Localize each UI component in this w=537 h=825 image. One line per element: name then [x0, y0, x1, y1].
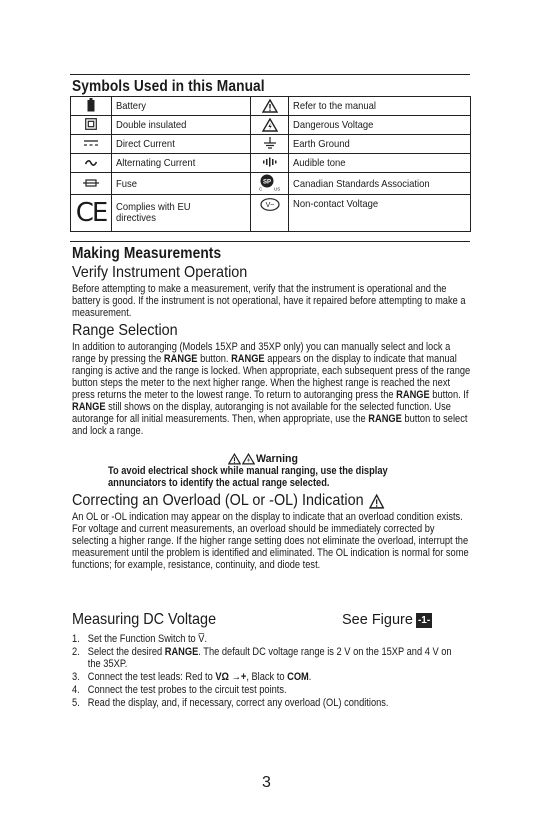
overload-text: An OL or -OL indication may appear on the display to indicate that an overload condition exists. For voltage and current measurements, an overload should be immediately corrected by selecting a higher range. If the higher range setting does not eliminate the overload, interrupt the measurement until the problem is identified and eliminated. The OL indication is normal for some functions; for example, resistance, continuity, and diode test. [72, 511, 469, 571]
warning-heading [228, 453, 298, 465]
list-item: 2. Select the desired RANGE. The default DC voltage range is 2 V on the 15XP and 4 V on the 35XP. [72, 646, 452, 670]
making-measurements-title: Making Measurements [72, 245, 222, 262]
symbol-label: Battery [116, 100, 146, 112]
battery-icon [71, 97, 112, 116]
alternating-current-icon [71, 154, 112, 173]
svg-text:SP: SP [262, 179, 271, 186]
symbol-row [71, 154, 471, 173]
range-text: In addition to autoranging (Models 15XP and 35XP only) you can manually select and lock a range by pressing the RANGE button. RANGE appears on the display to indicate that manual ranging is active and the range is locked. When appropriate, each subsequent press of the range button steps the meter to the next higher range. When the highest range is reached the next press returns the meter to the lowest range. To return to autoranging press the RANGE button. If RANGE still shows on the display, autoranging is not available for the selected function. Use autorange for all initial measurements. Then, when appropriate, use the RANGE button to select and lock a range. [72, 341, 471, 437]
symbol-label: Earth Ground [293, 138, 350, 150]
symbol-label: Canadian Standards Association [293, 177, 430, 190]
symbol-label: Complies with EU directives [116, 201, 191, 224]
high-voltage-triangle-icon [251, 116, 289, 135]
dc-voltage-steps [72, 633, 467, 710]
caution-triangle-icon [369, 494, 384, 509]
see-figure-ref [342, 612, 432, 628]
high-voltage-triangle-icon [242, 453, 255, 465]
symbol-label: Non-contact Voltage [293, 198, 379, 210]
non-contact-voltage-icon [251, 195, 289, 232]
symbol-label: Alternating Current [116, 157, 196, 169]
symbol-label: Fuse [116, 177, 138, 190]
symbols-table [70, 96, 471, 232]
ce-mark-icon: CE [71, 195, 112, 232]
symbols-title: Symbols Used in this Manual [72, 78, 265, 95]
list-item: 5. Read the display, and, if necessary, correct any overload (OL) conditions. [72, 697, 389, 709]
symbol-label: Dangerous Voltage [293, 119, 374, 131]
list-item: 4. Connect the test probes to the circuit test points. [72, 684, 287, 696]
symbol-row [71, 173, 471, 195]
caution-triangle-icon [228, 453, 241, 465]
page-number: 3 [262, 774, 271, 791]
symbol-label: Direct Current [116, 138, 175, 150]
dc-voltage-title: Measuring DC Voltage [72, 611, 217, 628]
list-item: 3. Connect the test leads: Red to VΩ →+, Black to COM. [72, 671, 312, 683]
fuse-icon [71, 173, 112, 195]
double-insulated-icon [71, 116, 112, 135]
symbol-row [71, 97, 471, 116]
caution-triangle-icon [251, 97, 289, 116]
svg-text:C: C [258, 186, 262, 191]
warning-text: To avoid electrical shock while manual ranging, use the display annunciators to identify the actual range selected. [108, 465, 388, 489]
symbol-row [71, 135, 471, 154]
section-rule [70, 241, 470, 242]
symbol-label: Refer to the manual [293, 100, 376, 112]
symbol-label: Double insulated [116, 119, 187, 131]
symbol-row [71, 195, 471, 232]
direct-current-icon [71, 135, 112, 154]
figure-number-badge: -1- [417, 614, 431, 626]
symbol-label: Audible tone [293, 157, 346, 169]
csa-mark-icon [251, 173, 289, 195]
svg-text:V~: V~ [265, 202, 274, 209]
audible-tone-icon [251, 154, 289, 173]
overload-title-row [72, 492, 384, 510]
svg-text:US: US [273, 186, 280, 191]
overload-title: Correcting an Overload (OL or -OL) Indication [72, 492, 364, 509]
verify-text: Before attempting to make a measurement, verify that the instrument is operational and the battery is good. If the instrument is not operational, have it repaired before attempting to make a measurement. [72, 283, 466, 319]
range-title: Range Selection [72, 322, 178, 339]
list-item: 1. Set the Function Switch to V̅. [72, 633, 208, 645]
see-figure-label: See Figure [342, 612, 413, 628]
verify-title: Verify Instrument Operation [72, 264, 248, 281]
warning-label: Warning [256, 453, 298, 465]
symbol-row [71, 116, 471, 135]
earth-ground-icon [251, 135, 289, 154]
top-rule [70, 74, 470, 75]
